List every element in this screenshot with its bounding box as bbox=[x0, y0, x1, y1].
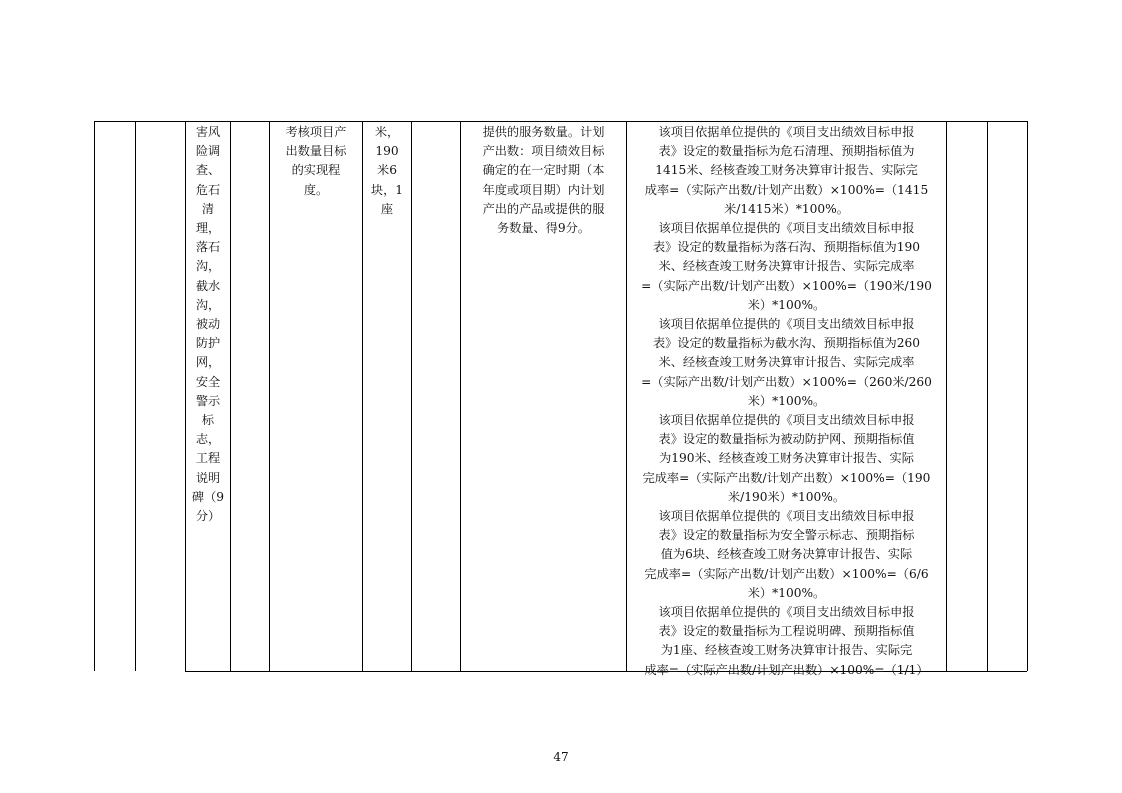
indicator-line: 分） bbox=[195, 509, 221, 524]
target-value-line: 米6 bbox=[377, 163, 397, 178]
indicator-line: 落石 bbox=[195, 240, 221, 255]
indicator-line: 沟， bbox=[195, 297, 221, 312]
target-value-line: 块，1 bbox=[370, 182, 404, 197]
analysis-line: 米）*100%。 bbox=[747, 585, 826, 600]
indicator-line: 清 bbox=[201, 201, 215, 216]
table-border-left bbox=[94, 121, 95, 671]
analysis-line: 该项目依据单位提供的《项目支出绩效目标申报 bbox=[658, 605, 915, 620]
indicator-cell bbox=[186, 123, 230, 526]
table-border-right bbox=[1027, 121, 1028, 671]
column-divider bbox=[626, 121, 627, 671]
column-divider bbox=[230, 121, 231, 671]
indicator-line: 理， bbox=[195, 221, 221, 236]
indicator-line: 危石 bbox=[195, 182, 221, 197]
analysis-line: 米）*100%。 bbox=[747, 297, 826, 312]
scoring-standard-line: 务数量、得9分。 bbox=[496, 221, 591, 236]
analysis-line: 米/1415米）*100%。 bbox=[724, 201, 849, 216]
analysis-line: 表》设定的数量指标为落石沟、预期指标值为190 bbox=[652, 240, 920, 255]
indicator-line: 工程 bbox=[195, 451, 221, 466]
analysis-line: 完成率=（实际产出数/计划产出数）×100%=（190 bbox=[642, 470, 931, 485]
analysis-line: 米）*100%。 bbox=[747, 393, 826, 408]
analysis-line: 米、经核查竣工财务决算审计报告、实际完成率 bbox=[658, 355, 915, 370]
scoring-standard-line: 提供的服务数量。计划 bbox=[482, 125, 605, 139]
indicator-line: 查、 bbox=[195, 163, 221, 178]
indicator-line: 警示 bbox=[195, 393, 221, 408]
indicator-line: 沟， bbox=[195, 259, 221, 274]
indicator-description-line: 度。 bbox=[303, 182, 329, 197]
indicator-line: 险调 bbox=[195, 144, 221, 159]
target-value-line: 米， bbox=[374, 125, 400, 139]
target-value-line: 190 bbox=[375, 144, 399, 159]
indicator-description-cell bbox=[270, 123, 362, 200]
indicator-line: 害风 bbox=[195, 125, 221, 139]
indicator-line: 说明 bbox=[195, 470, 221, 485]
scoring-standard-line: 确定的在一定时期（本 bbox=[482, 163, 605, 178]
indicator-line: 安全 bbox=[195, 374, 221, 389]
indicator-description-line: 出数量目标 bbox=[285, 144, 347, 159]
analysis-line: 为190米、经核查竣工财务决算审计报告、实际 bbox=[659, 451, 914, 466]
target-value-line: 座 bbox=[380, 201, 394, 216]
column-divider bbox=[946, 121, 947, 671]
column-divider bbox=[135, 121, 136, 671]
column-divider bbox=[987, 121, 988, 671]
analysis-line: 表》设定的数量指标为被动防护网、预期指标值 bbox=[658, 432, 915, 447]
indicator-line: 防护 bbox=[195, 336, 221, 351]
target-value-cell bbox=[363, 123, 411, 219]
indicator-line: 碑（9 bbox=[191, 489, 225, 504]
indicator-line: 网， bbox=[195, 355, 221, 370]
analysis-line: 表》设定的数量指标为危石清理、预期指标值为 bbox=[658, 144, 915, 159]
analysis-line: =（实际产出数/计划产出数）×100%=（260米/260 bbox=[641, 374, 932, 389]
indicator-line: 被动 bbox=[195, 317, 221, 332]
analysis-line: 表》设定的数量指标为截水沟、预期指标值为260 bbox=[652, 336, 920, 351]
analysis-line: 完成率=（实际产出数/计划产出数）×100%=（6/6 bbox=[644, 566, 929, 581]
indicator-line: 截水 bbox=[195, 278, 221, 293]
analysis-line: 该项目依据单位提供的《项目支出绩效目标申报 bbox=[658, 221, 915, 236]
analysis-line: 米/190米）*100%。 bbox=[727, 489, 846, 504]
analysis-line: 米、经核查竣工财务决算审计报告、实际完成率 bbox=[658, 259, 915, 274]
indicator-line: 志， bbox=[195, 432, 221, 447]
analysis-line: 表》设定的数量指标为安全警示标志、预期指标 bbox=[658, 528, 915, 543]
column-divider bbox=[269, 121, 270, 671]
analysis-line: 该项目依据单位提供的《项目支出绩效目标申报 bbox=[658, 509, 915, 524]
page-number: 47 bbox=[553, 750, 569, 764]
indicator-description-line: 的实现程 bbox=[291, 163, 341, 178]
analysis-line: 该项目依据单位提供的《项目支出绩效目标申报 bbox=[658, 317, 915, 332]
indicator-line: 标 bbox=[201, 413, 215, 428]
table-top-border bbox=[94, 121, 1027, 122]
scoring-standard-line: 产出的产品或提供的服 bbox=[482, 201, 605, 216]
analysis-line: 值为6块、经核查竣工财务决算审计报告、实际 bbox=[660, 547, 913, 562]
analysis-line: 该项目依据单位提供的《项目支出绩效目标申报 bbox=[658, 125, 915, 139]
analysis-cell bbox=[628, 123, 945, 680]
indicator-description-line: 考核项目产 bbox=[285, 125, 347, 139]
scoring-standard-cell bbox=[462, 123, 625, 238]
analysis-line: 该项目依据单位提供的《项目支出绩效目标申报 bbox=[658, 413, 915, 428]
analysis-line: 成率=（实际产出数/计划产出数）×100%=（1415 bbox=[644, 182, 929, 197]
column-divider bbox=[411, 121, 412, 671]
analysis-line: 成率=（实际产出数/计划产出数）×100%=（1/1） bbox=[644, 662, 929, 677]
scoring-standard-line: 年度或项目期）内计划 bbox=[482, 182, 605, 197]
analysis-line: 为1座、经核查竣工财务决算审计报告、实际完 bbox=[660, 643, 913, 658]
analysis-line: 表》设定的数量指标为工程说明碑、预期指标值 bbox=[658, 624, 915, 639]
scoring-standard-line: 产出数：项目绩效目标 bbox=[482, 144, 605, 159]
analysis-line: =（实际产出数/计划产出数）×100%=（190米/190 bbox=[641, 278, 932, 293]
column-divider bbox=[460, 121, 461, 671]
analysis-line: 1415米、经核查竣工财务决算审计报告、实际完 bbox=[655, 163, 918, 178]
